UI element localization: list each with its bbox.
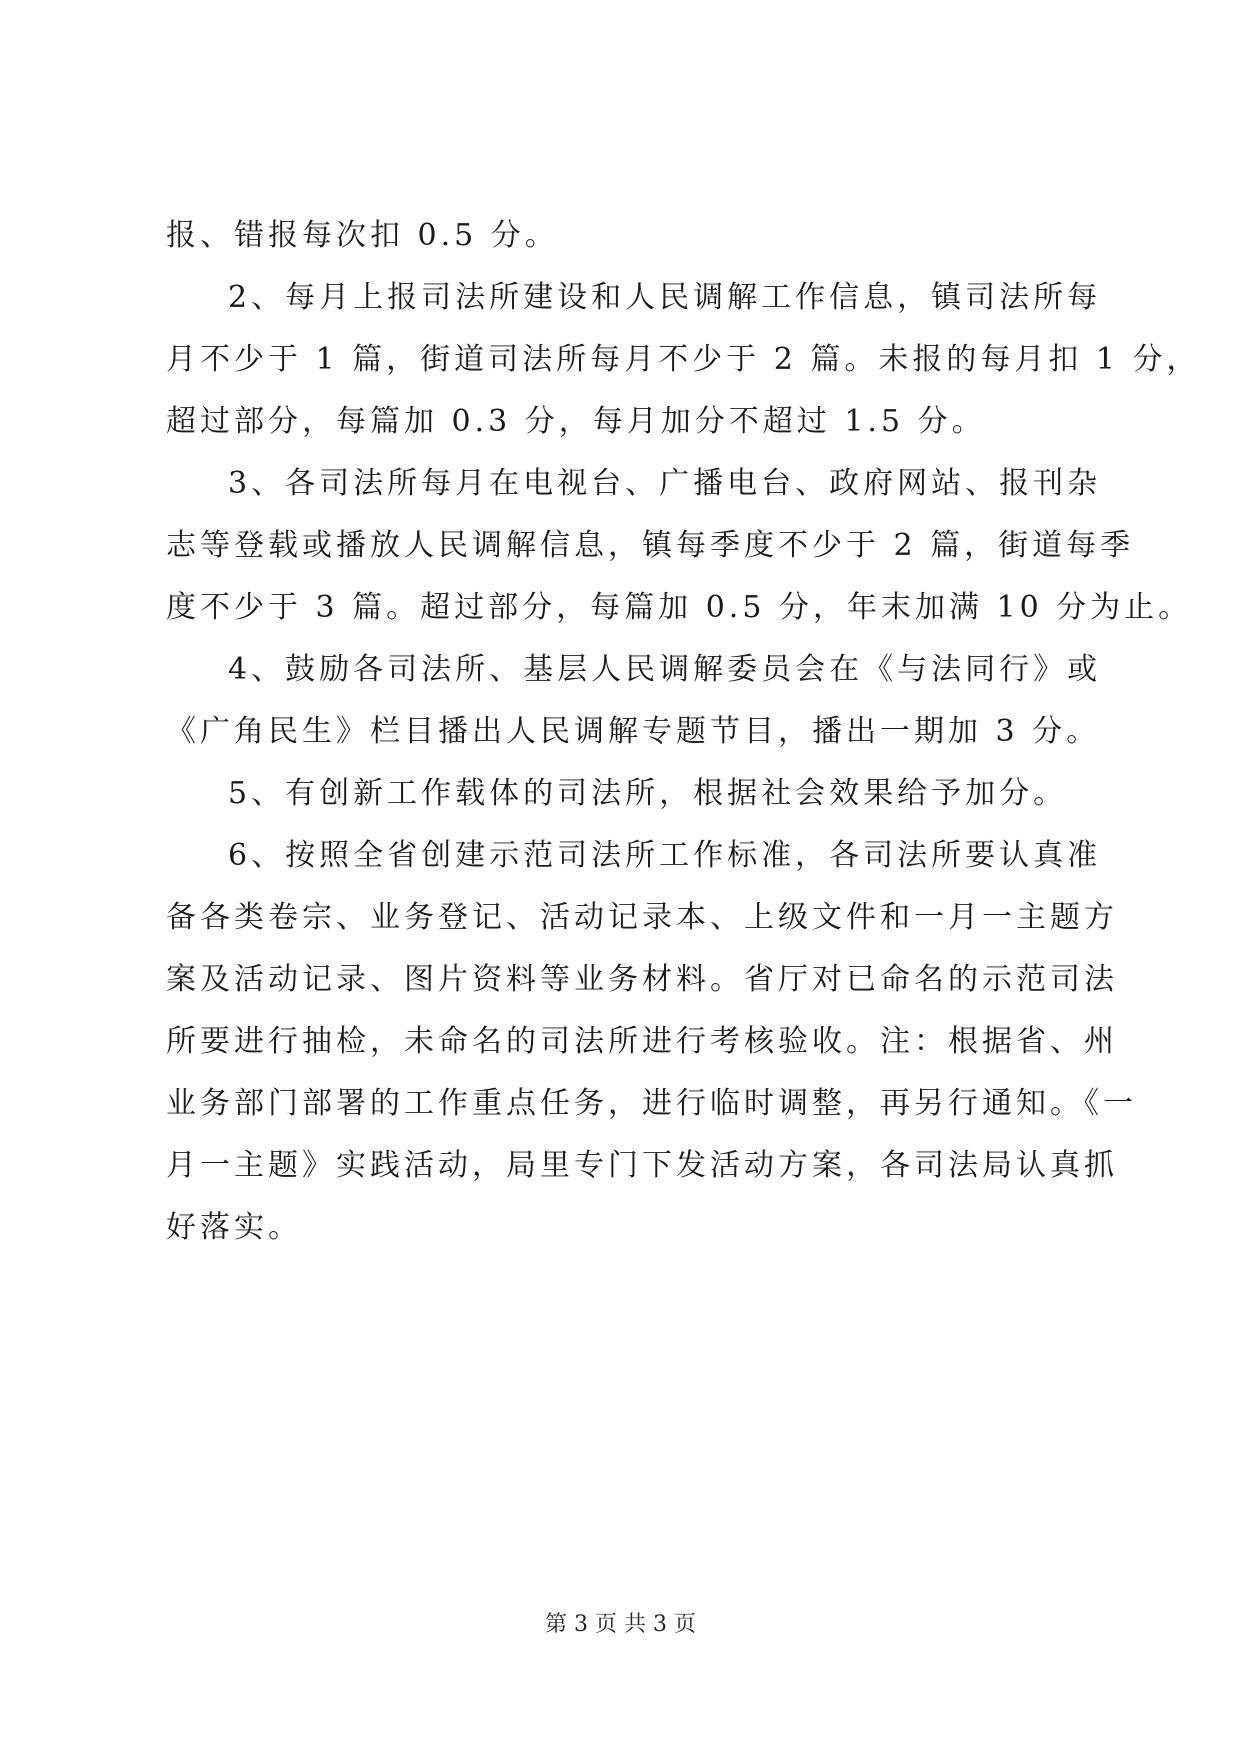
text-line: 好落实。: [166, 1210, 302, 1245]
text-line: 业务部门部署的工作重点任务，进行临时调整，再另行通知。《一: [166, 1086, 1137, 1121]
text-line: 度不少于 3 篇。超过部分，每篇加 0.5 分，年末加满 10 分为止。: [166, 590, 1193, 625]
text-line: 所要进行抽检，未命名的司法所进行考核验收。注：根据省、州: [166, 1024, 1118, 1059]
text-line: 6、按照全省创建示范司法所工作标准，各司法所要认真准: [228, 838, 1102, 873]
text-line: 超过部分，每篇加 0.3 分，每月加分不超过 1.5 分。: [166, 404, 986, 439]
text-line: 月一主题》实践活动，局里专门下发活动方案，各司法局认真抓: [166, 1148, 1118, 1183]
text-line: 4、鼓励各司法所、基层人民调解委员会在《与法同行》或: [228, 652, 1102, 687]
text-line: 月不少于 1 篇，街道司法所每月不少于 2 篇。未报的每月扣 1 分，: [166, 342, 1201, 377]
text-line: 报、错报每次扣 0.5 分。: [166, 218, 559, 253]
page-number-footer: 第 3 页 共 3 页: [545, 1612, 696, 1637]
text-line: 2、每月上报司法所建设和人民调解工作信息，镇司法所每: [228, 280, 1102, 315]
text-line: 备各类卷宗、业务登记、活动记录本、上级文件和一月一主题方: [166, 900, 1118, 935]
text-line: 3、各司法所每月在电视台、广播电台、政府网站、报刊杂: [228, 466, 1102, 501]
text-line: 志等登载或播放人民调解信息，镇每季度不少于 2 篇，街道每季: [166, 528, 1135, 563]
document-body: [166, 205, 1201, 1259]
text-line: 5、有创新工作载体的司法所，根据社会效果给予加分。: [228, 776, 1068, 811]
text-line: 案及活动记录、图片资料等业务材料。省厅对已命名的示范司法: [166, 962, 1118, 997]
text-line: 《广角民生》栏目播出人民调解专题节目，播出一期加 3 分。: [166, 714, 1101, 749]
